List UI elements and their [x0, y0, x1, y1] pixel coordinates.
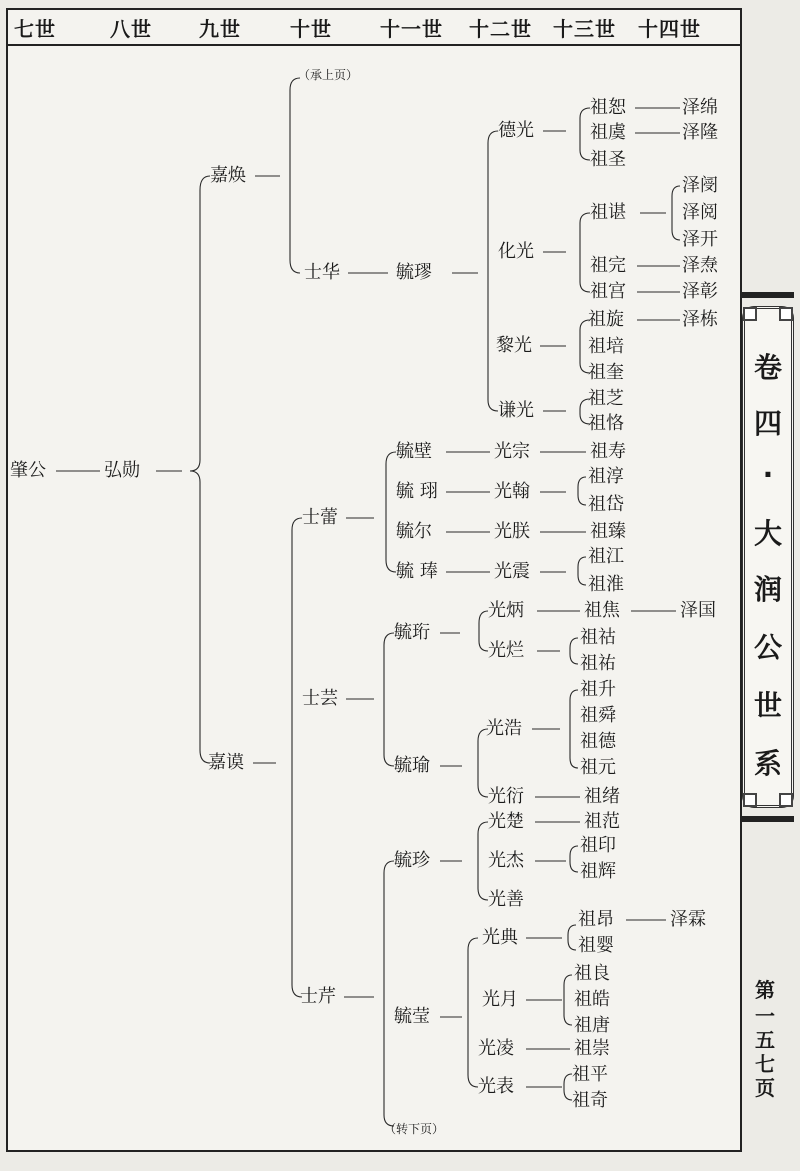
volume-title-char: 公: [753, 631, 782, 664]
person-yufeng: 毓 琫: [396, 561, 438, 582]
person-guanglan: 光烂: [488, 640, 524, 661]
person-guangling: 光凌: [478, 1038, 514, 1059]
gen-10: 十世: [290, 17, 332, 41]
person-zupei: 祖培: [588, 336, 624, 357]
person-guangzhen2: 光震: [494, 561, 530, 582]
gen-13: 十三世: [553, 17, 616, 41]
person-guangyue: 光月: [482, 989, 518, 1010]
person-yuer: 毓尔: [396, 521, 432, 542]
frame-corner-ornament: [779, 307, 793, 321]
person-zuyin: 祖印: [580, 835, 616, 856]
person-zuhui: 祖辉: [580, 861, 616, 882]
person-zekai: 泽开: [682, 229, 718, 250]
person-deguang: 德光: [498, 120, 534, 141]
person-zezhu: 泽焘: [682, 255, 718, 276]
person-guangbiao: 光表: [478, 1076, 514, 1097]
person-zezhang: 泽彰: [682, 281, 718, 302]
gen-11: 十一世: [380, 17, 443, 41]
person-zedong: 泽栋: [682, 309, 718, 330]
person-zuang: 祖昂: [578, 909, 614, 930]
volume-title-char: 卷: [753, 351, 782, 384]
person-zuhuai: 祖淮: [588, 574, 624, 595]
volume-title-char: 润: [753, 573, 782, 606]
person-zuping: 祖平: [572, 1064, 608, 1085]
person-zutang: 祖唐: [574, 1015, 610, 1036]
person-hongxun: 弘勋: [104, 460, 140, 481]
person-yuheng: 毓珩: [394, 622, 430, 643]
person-zuhao: 祖皓: [574, 989, 610, 1010]
person-shiyun: 士芸: [302, 688, 338, 709]
person-zufan: 祖范: [584, 811, 620, 832]
person-yuyu: 毓瑜: [394, 755, 430, 776]
person-zelong: 泽隆: [682, 122, 718, 143]
person-qianguang: 谦光: [498, 400, 534, 421]
person-guangzhen: 光朕: [494, 521, 530, 542]
person-zusheng: 祖圣: [590, 149, 626, 170]
person-zujiang: 祖江: [588, 546, 624, 567]
person-zuyu: 祖虞: [590, 122, 626, 143]
volume-title-char: 世: [753, 689, 782, 722]
person-zuying: 祖婴: [578, 935, 614, 956]
person-zeguo: 泽国: [680, 600, 716, 621]
person-zudai: 祖岱: [588, 494, 624, 515]
person-zukui: 祖奎: [588, 362, 624, 383]
gen-8: 八世: [110, 17, 152, 41]
gen-14: 十四世: [638, 17, 701, 41]
person-shiqin: 士芹: [300, 986, 336, 1007]
person-guanghao: 光浩: [486, 718, 522, 739]
person-zushu: 祖恕: [590, 97, 626, 118]
person-zekuo: 泽阅: [682, 202, 718, 223]
page-number-char: 七: [755, 1052, 775, 1076]
frame-corner-ornament: [743, 307, 757, 321]
person-guangchu: 光楚: [488, 811, 524, 832]
person-yuzhen: 毓珍: [394, 850, 430, 871]
person-zelin: 泽霖: [670, 909, 706, 930]
person-zuge: 祖恪: [588, 413, 624, 434]
person-shihua: 士华: [304, 262, 340, 283]
person-zuzhen: 祖臻: [590, 521, 626, 542]
frame-corner-ornament: [779, 793, 793, 807]
person-shilei: 士蕾: [302, 507, 338, 528]
person-zushou: 祖寿: [590, 441, 626, 462]
note-continued-to: （转下页）: [384, 1122, 445, 1136]
person-huaguang: 化光: [498, 241, 534, 262]
person-zuhu: 祖祜: [580, 627, 616, 648]
person-guangyan: 光衍: [488, 786, 524, 807]
person-jiamo: 嘉谟: [208, 752, 244, 773]
volume-title-char: 系: [753, 747, 782, 780]
note-continued-from: （承上页）: [298, 68, 359, 82]
gen-9: 九世: [199, 17, 241, 41]
person-guanghan: 光翰: [494, 481, 530, 502]
person-yuying: 毓莹: [394, 1006, 430, 1027]
person-zuliang: 祖良: [574, 963, 610, 984]
page-number-char: 五: [755, 1028, 775, 1052]
person-zugong: 祖宫: [590, 281, 626, 302]
person-zuchong: 祖崇: [574, 1038, 610, 1059]
person-zuyuan: 祖元: [580, 757, 616, 778]
person-yuyi: 毓 珝: [396, 481, 438, 502]
frame-corner-ornament: [743, 793, 757, 807]
person-jiahuan: 嘉焕: [210, 165, 246, 186]
person-yuqiu: 毓璆: [396, 262, 432, 283]
person-zujiao: 祖焦: [584, 600, 620, 621]
person-guangjie: 光杰: [488, 850, 524, 871]
volume-title-panel: [742, 292, 794, 822]
person-zhaogong: 肇公: [10, 460, 46, 481]
person-zuwan: 祖完: [590, 255, 626, 276]
person-zuqi: 祖奇: [572, 1090, 608, 1111]
person-guangzong: 光宗: [494, 441, 530, 462]
gen-7: 七世: [14, 17, 56, 41]
page-number-char: 第: [755, 978, 775, 1002]
person-zuchun: 祖淳: [588, 466, 624, 487]
person-liguang: 黎光: [496, 335, 532, 356]
person-zuxu: 祖绪: [584, 786, 620, 807]
page-number-char: 一: [755, 1004, 775, 1028]
person-guangdian: 光典: [482, 927, 518, 948]
person-zude: 祖德: [580, 731, 616, 752]
person-zewen: 泽阌: [682, 175, 718, 196]
person-guangshan: 光善: [488, 889, 524, 910]
person-guangbing: 光炳: [488, 600, 524, 621]
gen-12: 十二世: [469, 17, 532, 41]
person-zuyou: 祖祐: [580, 653, 616, 674]
person-zeshen: 泽绵: [682, 97, 718, 118]
person-zuchen: 祖谌: [590, 202, 626, 223]
page-number-char: 页: [755, 1076, 775, 1100]
person-yubi: 毓壁: [396, 441, 432, 462]
person-zusheng2: 祖升: [580, 679, 616, 700]
person-zuzhi: 祖芝: [588, 388, 624, 409]
volume-title-char: ·: [762, 458, 774, 491]
volume-title-char: 大: [753, 517, 782, 550]
person-zuxuan: 祖旋: [588, 309, 624, 330]
person-zushun: 祖舜: [580, 705, 616, 726]
volume-title-char: 四: [753, 407, 782, 440]
